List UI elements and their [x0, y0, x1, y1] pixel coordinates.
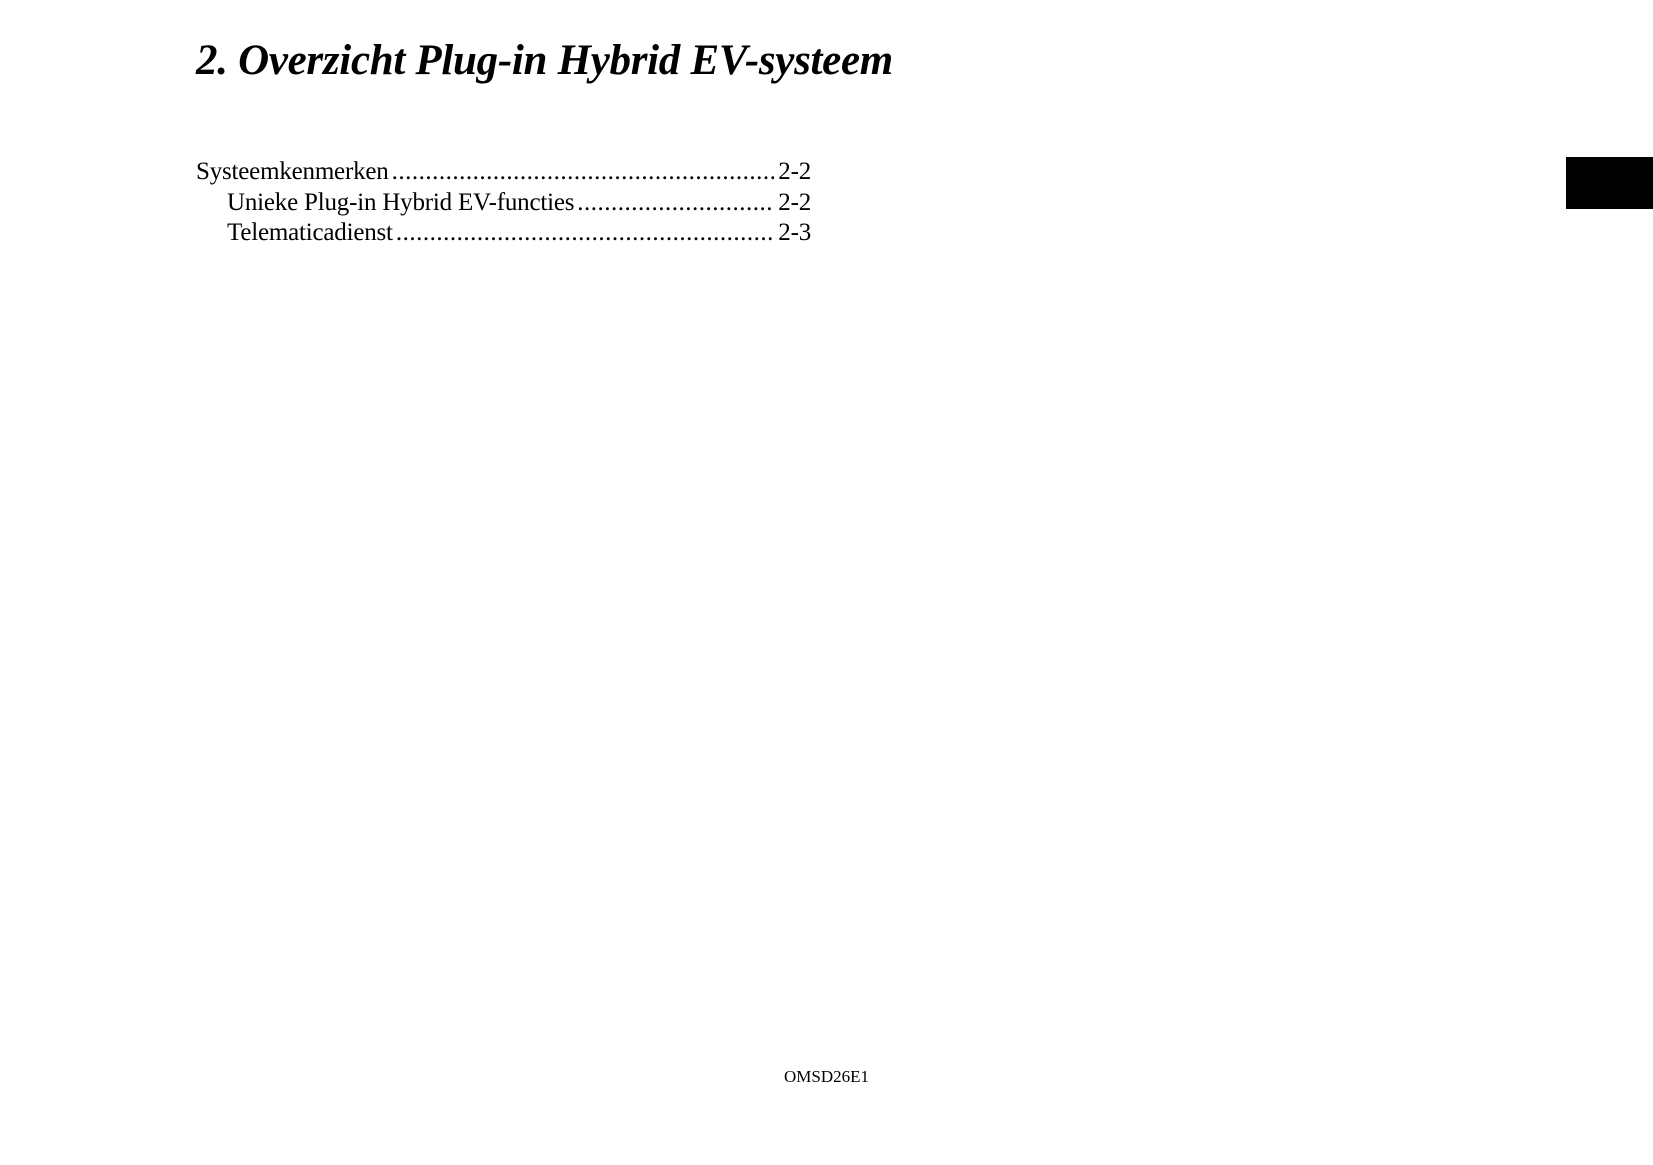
toc-entry-label: Unieke Plug-in Hybrid EV-functies — [227, 188, 575, 216]
toc-entry-unieke-plug-in-hybrid-ev-functies[interactable] — [196, 188, 811, 219]
toc-dot-leader — [577, 188, 774, 219]
toc-dot-leader — [396, 218, 774, 249]
toc-entry-page: 2-2 — [778, 188, 811, 216]
toc-dot-leader — [392, 157, 775, 188]
toc-entry-page: 2-2 — [778, 158, 811, 185]
toc-entry-systeemkenmerken[interactable] — [196, 157, 811, 188]
chapter-thumb-tab — [1566, 157, 1653, 209]
toc-entry-page: 2-3 — [778, 219, 811, 246]
chapter-title: 2. Overzicht Plug-in Hybrid EV-systeem — [196, 37, 893, 84]
toc-entry-label: Telematicadienst — [227, 219, 393, 246]
toc-entry-label: Systeemkenmerken — [196, 158, 389, 185]
toc-entry-telematicadienst[interactable] — [196, 218, 811, 249]
table-of-contents — [196, 157, 811, 249]
document-code: OMSD26E1 — [783, 1067, 869, 1086]
